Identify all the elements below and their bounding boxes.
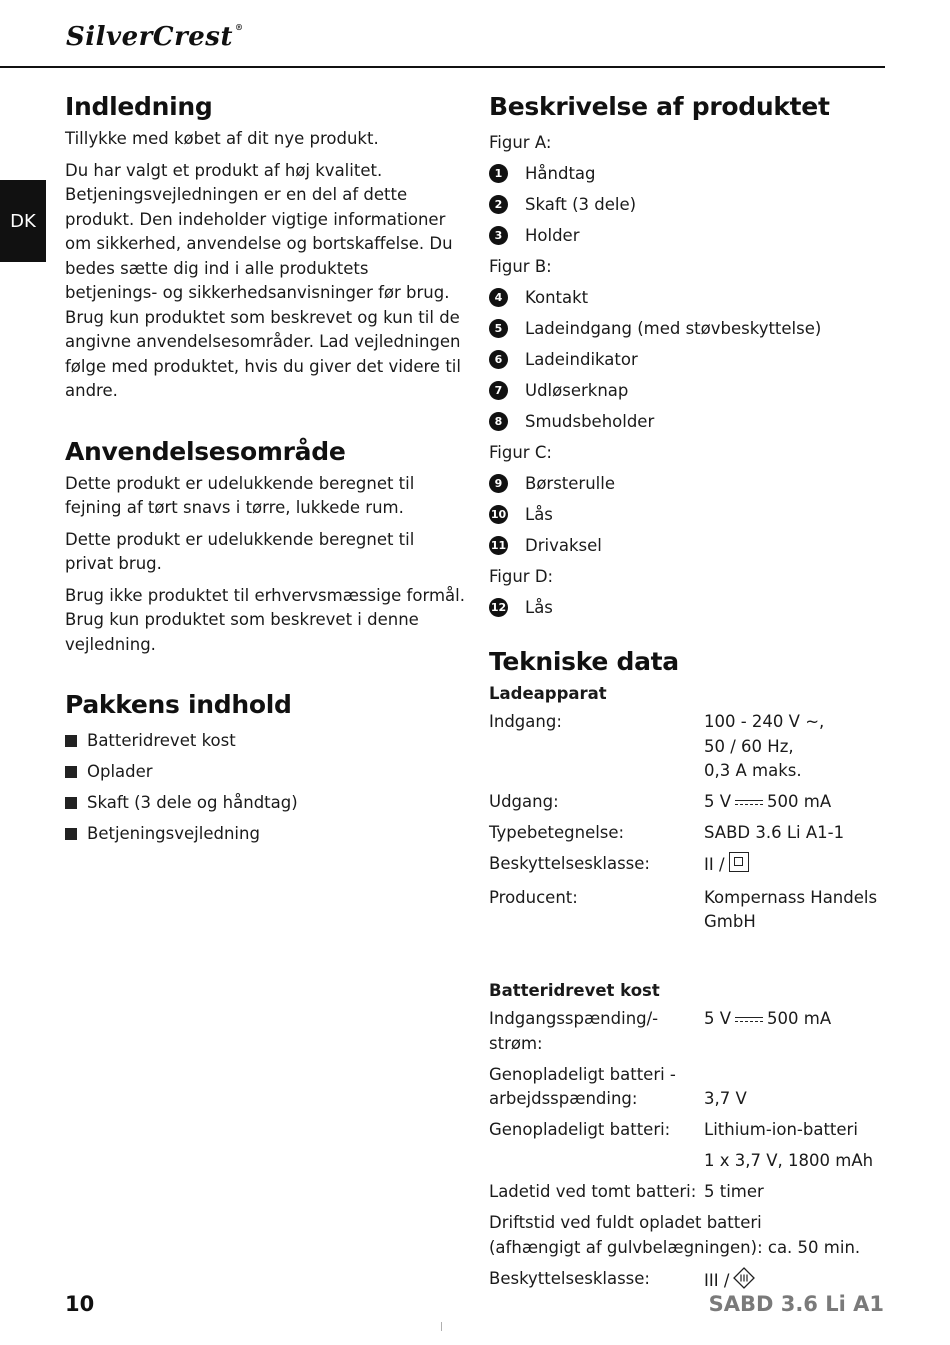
usage-title: Anvendelsesområde — [65, 436, 346, 466]
number-badge-icon: 3 — [489, 226, 508, 245]
spec-row: Udgang: 5 V 500 mA — [489, 792, 832, 811]
part-item: 6 Ladeindikator — [489, 344, 889, 375]
part-item: 11 Drivaksel — [490, 536, 602, 555]
page-number: 10 — [65, 1292, 95, 1316]
part-item: 4 Kontakt — [489, 282, 889, 313]
spec-row: Typebetegnelse: SABD 3.6 Li A1-1 — [489, 823, 845, 842]
spec-row: Driftstid ved fuldt opladet batteri (afhængigt af gulvbelægningen): ca. 50 min. — [489, 1213, 861, 1257]
figure-d-label: Figur D: — [489, 567, 554, 586]
number-badge-icon: 11 — [489, 536, 508, 555]
description-title: Beskrivelse af produktet — [489, 92, 830, 121]
header-rule — [0, 66, 885, 68]
protection-class-iii-icon — [733, 1267, 751, 1285]
spec-row: Indgang: 100 - 240 V ~, 50 / 60 Hz, 0,3 A maks. — [489, 712, 825, 780]
intro-paragraph: Du har valgt et produkt af høj kvalitet. Betjeningsvejledningen er en del af dette produkt. Den indeholder vigtige informationer om sikkerhed, anvendelse og bortskaffelse. Du bedes sætte dig ind i alle produktets betjenings- og sikkerhedsanvisninger før brug. Brug kun produktet som beskrevet og kun til de angivne anvendelsesområder. Lad vejledningen følge med produktet, hvis du giver det videre til andre. — [65, 160, 461, 400]
figure-a-label: Figur A: — [489, 133, 552, 152]
print-mark: | — [440, 1322, 444, 1332]
number-badge-icon: 7 — [489, 381, 508, 400]
number-badge-icon: 8 — [489, 412, 508, 431]
spec-row: Beskyttelsesklasse: III / — [489, 1267, 889, 1294]
part-item: 1 Håndtag — [489, 158, 889, 189]
right-column — [489, 92, 889, 1300]
dc-symbol-icon — [735, 1015, 763, 1025]
spec-row: Indgangsspænding/-strøm: 5 V 500 mA — [489, 1009, 832, 1053]
broom-heading: Batteridrevet kost — [489, 981, 660, 1000]
part-item: 9 Børsterulle — [489, 468, 889, 499]
part-item: 12 Lås — [490, 598, 553, 617]
spec-row: Producent: Kompernass Handels GmbH — [489, 887, 878, 931]
spec-row: Beskyttelsesklasse: II / — [489, 852, 889, 878]
list-item: Batteridrevet kost — [65, 725, 465, 756]
intro-title: Indledning — [65, 92, 213, 121]
figure-b-label: Figur B: — [489, 257, 552, 276]
square-bullet-icon — [65, 828, 77, 840]
tech-title: Tekniske data — [489, 647, 679, 676]
number-badge-icon: 2 — [489, 195, 508, 214]
usage-paragraph: Brug ikke produktet til erhvervsmæssige formål. Brug kun produktet som beskrevet i denne vejledning. — [65, 585, 465, 654]
figure-c-label: Figur C: — [489, 443, 552, 462]
list-item: Oplader — [65, 756, 465, 787]
spec-row: Genopladeligt batteri - arbejdsspænding: 3,7 V — [489, 1064, 747, 1108]
spec-row: Genopladeligt batteri: Lithium-ion-batteri 1 x 3,7 V, 1800 mAh — [489, 1120, 874, 1170]
part-item: 3 Holder — [489, 220, 889, 251]
part-item: 7 Udløserknap — [489, 375, 889, 406]
charger-heading: Ladeapparat — [489, 684, 607, 703]
part-item: 8 Smudsbeholder — [489, 406, 889, 437]
number-badge-icon: 4 — [489, 288, 508, 307]
model-name: SABD 3.6 Li A1 — [708, 1292, 884, 1316]
package-title: Pakkens indhold — [65, 690, 292, 719]
number-badge-icon: 6 — [489, 350, 508, 369]
dc-symbol-icon — [735, 798, 763, 808]
number-badge-icon: 9 — [489, 474, 508, 493]
usage-paragraph: Dette produkt er udelukkende beregnet til privat brug. — [65, 529, 415, 573]
square-bullet-icon — [65, 766, 77, 778]
part-item: 10 Lås — [490, 505, 553, 524]
list-item: Betjeningsvejledning — [65, 818, 465, 849]
part-item: 2 Skaft (3 dele) — [489, 189, 889, 220]
number-badge-icon: 10 — [489, 505, 508, 524]
protection-class-ii-icon — [729, 852, 749, 872]
language-tab: DK — [0, 180, 46, 262]
part-item: 5 Ladeindgang (med støvbeskyttelse) — [489, 313, 889, 344]
list-item: Skaft (3 dele og håndtag) — [65, 787, 465, 818]
number-badge-icon: 1 — [489, 164, 508, 183]
number-badge-icon: 5 — [489, 319, 508, 338]
usage-paragraph: Dette produkt er udelukkende beregnet til fejning af tørt snavs i tørre, lukkede rum. — [65, 473, 415, 517]
number-badge-icon: 12 — [489, 598, 508, 617]
brand-logo: SilverCrest ® — [66, 22, 244, 52]
spec-row: Ladetid ved tomt batteri: 5 timer — [489, 1182, 764, 1201]
intro-paragraph: Tillykke med købet af dit nye produkt. — [65, 129, 379, 148]
square-bullet-icon — [65, 797, 77, 809]
left-column — [65, 92, 465, 849]
square-bullet-icon — [65, 735, 77, 747]
